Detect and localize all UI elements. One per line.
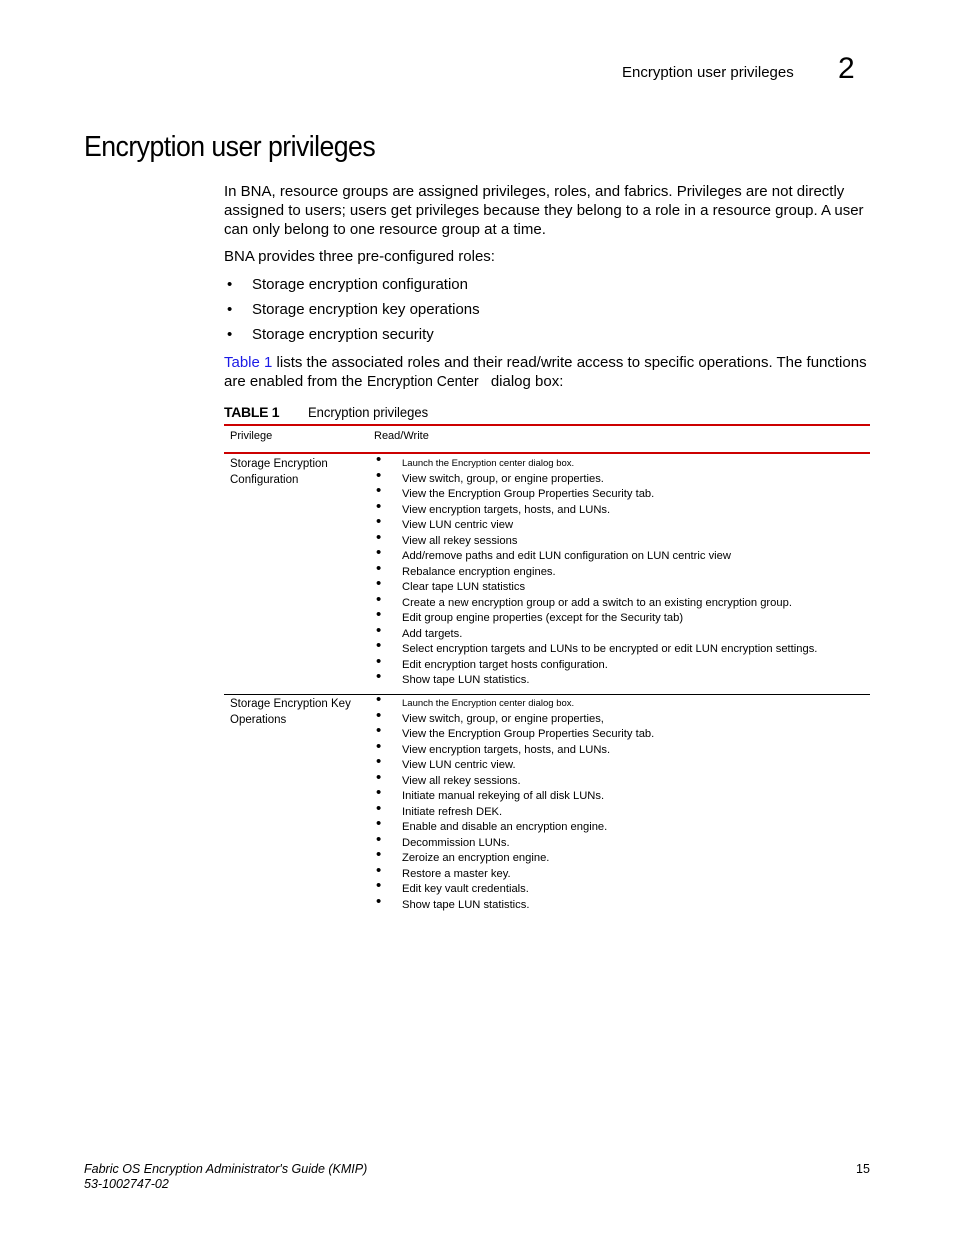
table-reference-paragraph: Table 1 lists the associated roles and their read/write access to specific operations. The functions are enabled from the Encryption Center dialog box:: [224, 354, 867, 390]
list-item: • Edit key vault credentials.: [374, 882, 864, 898]
list-item: • Select encryption targets and LUNs to be encrypted or edit LUN encryption settings.: [374, 642, 864, 658]
column-header-privilege: Privilege: [230, 430, 273, 442]
list-item: • Storage encryption key operations: [227, 301, 480, 318]
list-item: • Restore a master key.: [374, 867, 864, 883]
table-header-rule: [224, 452, 870, 454]
list-item: • View all rekey sessions: [374, 534, 864, 550]
table-label: TABLE 1: [224, 404, 280, 420]
table-caption: [224, 404, 429, 420]
table-row-rule: [224, 694, 870, 695]
list-item: • View LUN centric view: [374, 518, 864, 534]
list-item: • Enable and disable an encryption engine.: [374, 820, 864, 836]
list-item: • View encryption targets, hosts, and LUNs.: [374, 503, 864, 519]
list-item: • Zeroize an encryption engine.: [374, 851, 864, 867]
list-item: • Rebalance encryption engines.: [374, 565, 864, 581]
list-item: • Initiate manual rekeying of all disk LUNs.: [374, 789, 864, 805]
list-item: • View encryption targets, hosts, and LUNs.: [374, 743, 864, 759]
list-item: • Edit group engine properties (except for the Security tab): [374, 611, 864, 627]
list-item: • Add targets.: [374, 627, 864, 643]
privilege-cell: Storage Encryption Key Operations: [230, 698, 351, 726]
read-write-list: [374, 696, 864, 913]
list-item: • View LUN centric view.: [374, 758, 864, 774]
list-item: • Add/remove paths and edit LUN configuration on LUN centric view: [374, 549, 864, 565]
list-item: • Create a new encryption group or add a switch to an existing encryption group.: [374, 596, 864, 612]
list-item: • View the Encryption Group Properties Security tab.: [374, 727, 864, 743]
roles-list: [224, 275, 864, 350]
read-write-list: [374, 456, 864, 689]
list-item: • Storage encryption security: [227, 326, 434, 343]
list-item: • View all rekey sessions.: [374, 774, 864, 790]
list-item: • Launch the Encryption center dialog box.: [374, 696, 864, 712]
list-item: • Show tape LUN statistics.: [374, 898, 864, 914]
running-header-title: Encryption user privileges: [622, 64, 794, 81]
footer-doc-code: 53-1002747-02: [84, 1177, 169, 1191]
table-name: Encryption privileges: [308, 404, 429, 420]
list-item: • View switch, group, or engine properties.: [374, 472, 864, 488]
list-item: • Clear tape LUN statistics: [374, 580, 864, 596]
list-item: • View the Encryption Group Properties Security tab.: [374, 487, 864, 503]
ui-term-encryption-center: Encryption Center: [366, 373, 479, 390]
table-1-link[interactable]: Table 1: [224, 354, 273, 371]
roles-intro-paragraph: BNA provides three pre-configured roles:: [224, 248, 495, 265]
page-title: Encryption user privileges: [84, 131, 376, 163]
footer-doc-title: Fabric OS Encryption Administrator's Guide (KMIP): [84, 1162, 368, 1176]
list-item: • Edit encryption target hosts configuration.: [374, 658, 864, 674]
intro-paragraph: In BNA, resource groups are assigned privileges, roles, and fabrics. Privileges are not directly assigned to users; users get privileges because they belong to a role in a resource group. A user can only belong to one resource group at a time.: [224, 183, 864, 238]
footer-page-number: 15: [856, 1162, 870, 1176]
table-top-rule: [224, 424, 870, 426]
list-item: • Launch the Encryption center dialog box.: [374, 456, 864, 472]
privilege-cell: Storage Encryption Configuration: [230, 458, 328, 486]
list-item: • Decommission LUNs.: [374, 836, 864, 852]
column-header-read-write: Read/Write: [374, 430, 429, 442]
list-item: • Show tape LUN statistics.: [374, 673, 864, 689]
list-item: • Storage encryption configuration: [227, 276, 468, 293]
list-item: • View switch, group, or engine properties,: [374, 712, 864, 728]
list-item: • Initiate refresh DEK.: [374, 805, 864, 821]
chapter-number: 2: [838, 52, 855, 85]
